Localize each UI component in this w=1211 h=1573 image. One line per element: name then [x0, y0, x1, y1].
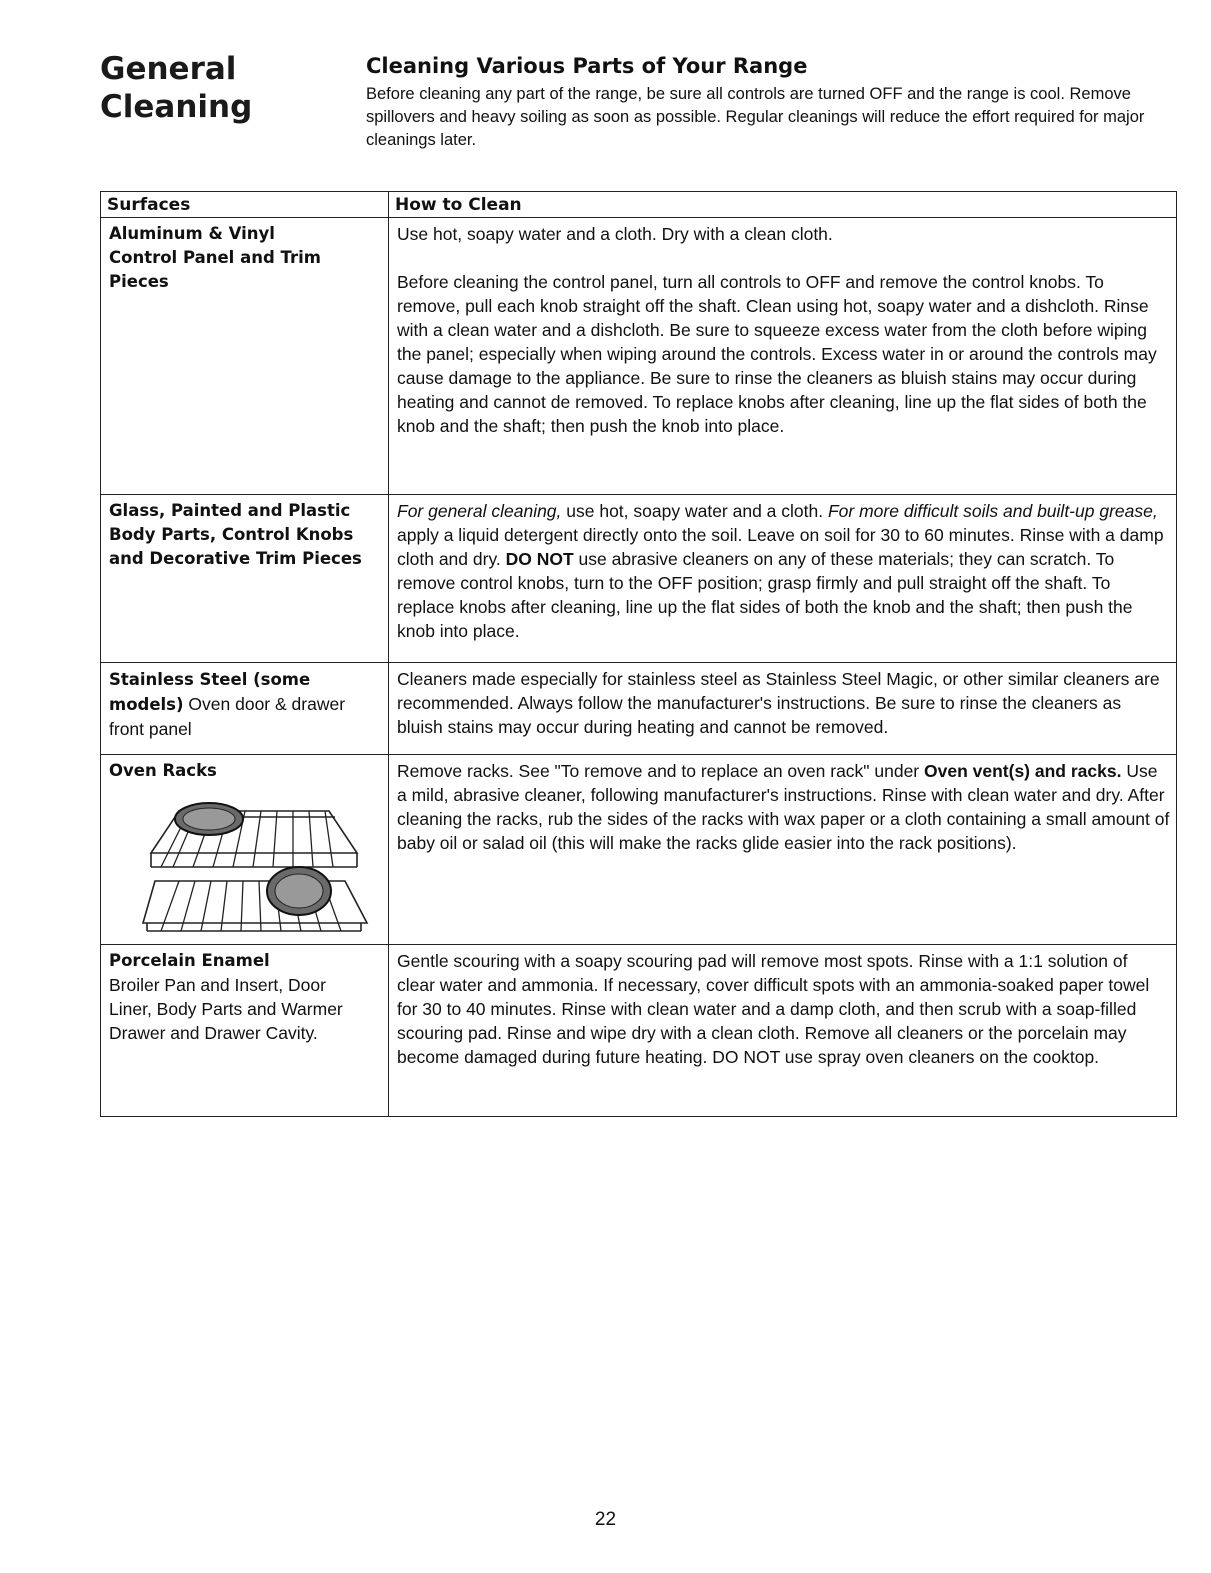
cleaning-table: [100, 191, 1177, 1117]
section-title-line1: General: [100, 51, 237, 87]
how-cell: [389, 945, 1177, 1117]
header-surfaces: Surfaces: [101, 192, 389, 218]
how-text: Cleaners made especially for stainless steel as Stainless Steel Magic, or other similar cleaners are recommended. Always follow the manufacturer's instructions. Be sure to rinse the cleaners as bluish stains may occur during heating and cannot be removed.: [397, 669, 1160, 737]
table-row: [101, 495, 1177, 663]
how-text: Gentle scouring with a soapy scouring pad will remove most spots. Rinse with a 1:1 solution of clear water and ammonia. If necessary, cover difficult spots with an ammonia-soaked paper towel for 30 to 40 minutes. Rinse with clean water and a damp cloth, and then scrub with a soap-filled scouring pad. Rinse and wipe dry with a clean cloth. Remove all cleaners or the porcelain may become damaged during future heating. DO NOT use spray oven cleaners on the cooktop.: [397, 951, 1150, 1067]
header-how-to-clean: How to Clean: [389, 192, 1177, 218]
surface-name: Oven Racks: [109, 761, 217, 780]
surface-cell: [101, 495, 389, 663]
intro: [366, 52, 1181, 152]
surface-cell: [101, 755, 389, 945]
how-text: [397, 499, 1170, 643]
section-title: [100, 50, 252, 126]
surface-cell: [101, 663, 389, 755]
surface-name: Stainless Steel (some models): [109, 670, 311, 714]
surface-name: Glass, Painted and Plastic Body Parts, Control Knobs and Decorative Trim Pieces: [109, 501, 362, 568]
how-italic: For more difficult soils and built-up grease,: [827, 501, 1158, 521]
surface-sub: Broiler Pan and Insert, Door Liner, Body Parts and Warmer Drawer and Drawer Cavity.: [109, 975, 343, 1043]
oven-rack-icon: [139, 793, 382, 938]
intro-heading: Cleaning Various Parts of Your Range: [366, 54, 808, 78]
how-text: [397, 759, 1170, 855]
table-row: [101, 755, 1177, 945]
table-header-row: [101, 192, 1177, 218]
how-span: apply a liquid detergent directly onto the soil. Leave on soil for 30 to 60 minutes. Rinse with a damp cloth and dry.: [397, 525, 1164, 569]
intro-text: Before cleaning any part of the range, be sure all controls are turned OFF and the range is cool. Remove spillovers and heavy soiling as soon as possible. Regular cleanings will reduce the effort required for major cleanings later.: [366, 85, 1145, 149]
surface-name: Aluminum & Vinyl Control Panel and Trim Pieces: [109, 224, 321, 291]
surface-description: [109, 667, 382, 741]
section-title-line2: Cleaning: [100, 89, 253, 125]
surface-sub: Oven door & drawer front panel: [109, 694, 346, 739]
how-cell: [389, 218, 1177, 495]
how-cell: [389, 663, 1177, 755]
how-span: Use a mild, abrasive cleaner, following manufacturer's instructions. Rinse with clean water and dry. After cleaning the racks, rub the sides of the racks with wax paper or a cloth containing a small amount of baby oil or salad oil (this will make the racks glide easier into the rack positions).: [397, 761, 1170, 853]
how-bold: Oven vent(s) and racks.: [924, 761, 1122, 781]
page-number: 22: [594, 1509, 617, 1530]
how-text: Before cleaning the control panel, turn all controls to OFF and remove the control knobs. To remove, pull each knob straight off the shaft. Clean using hot, soapy water and a dishcloth. Rinse with a clean water and a dishcloth. Be sure to squeeze excess water from the cloth before wiping the panel; especially when wiping around the controls. Excess water in or around the controls may cause damage to the appliance. Be sure to rinse the cleaners as bluish stains may occur during heating and cannot de removed. To replace knobs after cleaning, line up the flat sides of both the knob and the shaft; then push the knob into place.: [397, 272, 1157, 436]
how-cell: [389, 495, 1177, 663]
table-row: [101, 663, 1177, 755]
surface-name: Porcelain Enamel: [109, 951, 270, 970]
how-span: Remove racks. See "To remove and to replace an oven rack" under: [397, 761, 924, 781]
how-italic: For general cleaning,: [397, 501, 562, 521]
how-span: use abrasive cleaners on any of these materials; they can scratch. To remove control knobs, turn to the OFF position; grasp firmly and pull straight off the shaft. To replace knobs after cleaning, line up the flat sides of both the knob and the shaft; then push the knob into place.: [397, 549, 1133, 641]
surface-cell: [101, 218, 389, 495]
surface-cell: [101, 945, 389, 1117]
table-row: [101, 218, 1177, 495]
how-bold: DO NOT: [505, 549, 574, 569]
how-cell: [389, 755, 1177, 945]
how-span: use hot, soapy water and a cloth.: [561, 501, 828, 521]
table-row: [101, 945, 1177, 1117]
how-text: Use hot, soapy water and a cloth. Dry with a clean cloth.: [397, 224, 833, 244]
